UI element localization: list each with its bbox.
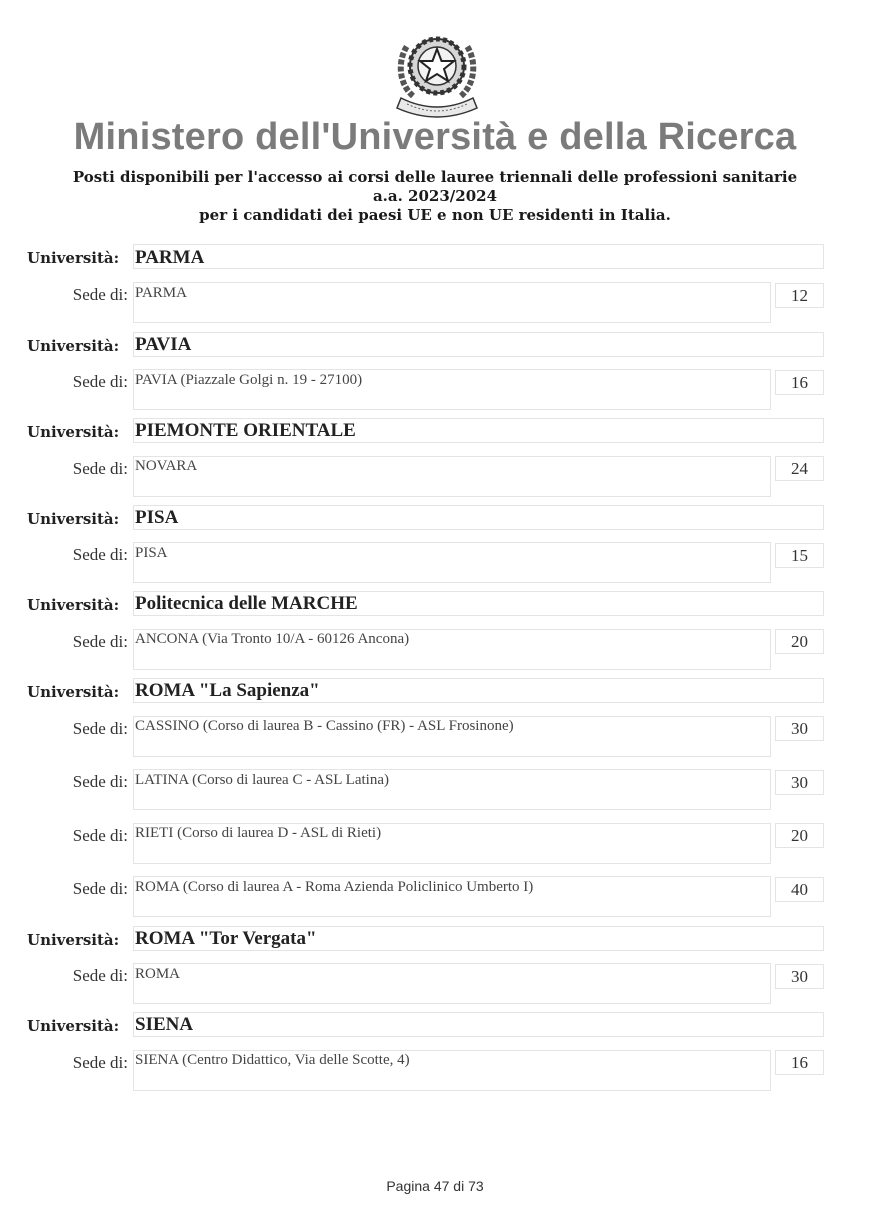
sede-label: Sede di: xyxy=(72,966,128,985)
seats-count: 30 xyxy=(775,770,824,795)
sede-label: Sede di: xyxy=(72,459,128,478)
seats-count: 16 xyxy=(775,1050,824,1075)
sede-name: PAVIA (Piazzale Golgi n. 19 - 27100) xyxy=(135,372,363,388)
seats-count: 20 xyxy=(775,629,824,654)
sede-field-box xyxy=(133,282,771,323)
sede-label: Sede di: xyxy=(72,632,128,651)
university-label: Università: xyxy=(27,510,120,528)
sede-name: ANCONA (Via Tronto 10/A - 60126 Ancona) xyxy=(135,631,410,647)
university-field-box xyxy=(133,244,824,269)
subtitle-line-3: per i candidati dei paesi UE e non UE residenti in Italia. xyxy=(199,206,671,224)
italian-republic-emblem-icon xyxy=(393,26,481,120)
seats-count: 12 xyxy=(775,283,824,308)
university-name: PISA xyxy=(135,507,179,528)
sede-name: PARMA xyxy=(135,285,187,301)
university-name: PARMA xyxy=(135,247,205,268)
sede-label: Sede di: xyxy=(72,826,128,845)
university-label: Università: xyxy=(27,931,120,949)
sede-label: Sede di: xyxy=(72,1053,128,1072)
sede-field-box xyxy=(133,963,771,1004)
seats-count: 20 xyxy=(775,823,824,848)
seats-count: 30 xyxy=(775,716,824,741)
seats-count: 30 xyxy=(775,964,824,989)
university-field-box xyxy=(133,505,824,530)
sede-name: CASSINO (Corso di laurea B - Cassino (FR) - ASL Frosinone) xyxy=(135,718,514,734)
university-label: Università: xyxy=(27,249,120,267)
university-name: SIENA xyxy=(135,1014,194,1035)
university-label: Università: xyxy=(27,596,120,614)
sede-label: Sede di: xyxy=(72,372,128,391)
page-number: Pagina 47 di 73 xyxy=(386,1178,484,1194)
sede-label: Sede di: xyxy=(72,772,128,791)
university-field-box xyxy=(133,332,824,357)
sede-name: ROMA (Corso di laurea A - Roma Azienda Policlinico Umberto I) xyxy=(135,879,534,895)
sede-label: Sede di: xyxy=(72,719,128,738)
seats-count: 40 xyxy=(775,877,824,902)
sede-name: NOVARA xyxy=(135,458,198,474)
document-subtitle xyxy=(20,168,850,225)
university-name: ROMA "La Sapienza" xyxy=(135,680,320,701)
sede-name: ROMA xyxy=(135,966,181,982)
sede-name: RIETI (Corso di laurea D - ASL di Rieti) xyxy=(135,825,382,841)
ministry-title: Ministero dell'Università e della Ricerca xyxy=(73,116,797,158)
sede-label: Sede di: xyxy=(72,879,128,898)
sede-name: SIENA (Centro Didattico, Via delle Scotte, 4) xyxy=(135,1052,410,1068)
university-name: PAVIA xyxy=(135,334,192,355)
seats-count: 24 xyxy=(775,456,824,481)
sede-name: LATINA (Corso di laurea C - ASL Latina) xyxy=(135,772,389,788)
subtitle-line-1: Posti disponibili per l'accesso ai corsi delle lauree triennali delle professioni sanitarie xyxy=(72,168,798,186)
university-label: Università: xyxy=(27,337,120,355)
university-name: ROMA "Tor Vergata" xyxy=(135,928,317,949)
seats-count: 16 xyxy=(775,370,824,395)
sede-label: Sede di: xyxy=(72,545,128,564)
sede-name: PISA xyxy=(135,545,168,561)
university-label: Università: xyxy=(27,1017,120,1035)
sede-field-box xyxy=(133,542,771,583)
university-label: Università: xyxy=(27,683,120,701)
university-name: PIEMONTE ORIENTALE xyxy=(135,420,356,441)
subtitle-line-2: a.a. 2023/2024 xyxy=(372,187,498,205)
sede-label: Sede di: xyxy=(72,285,128,304)
university-field-box xyxy=(133,1012,824,1037)
seats-count: 15 xyxy=(775,543,824,568)
university-label: Università: xyxy=(27,423,120,441)
university-name: Politecnica delle MARCHE xyxy=(135,593,358,614)
sede-field-box xyxy=(133,456,771,497)
